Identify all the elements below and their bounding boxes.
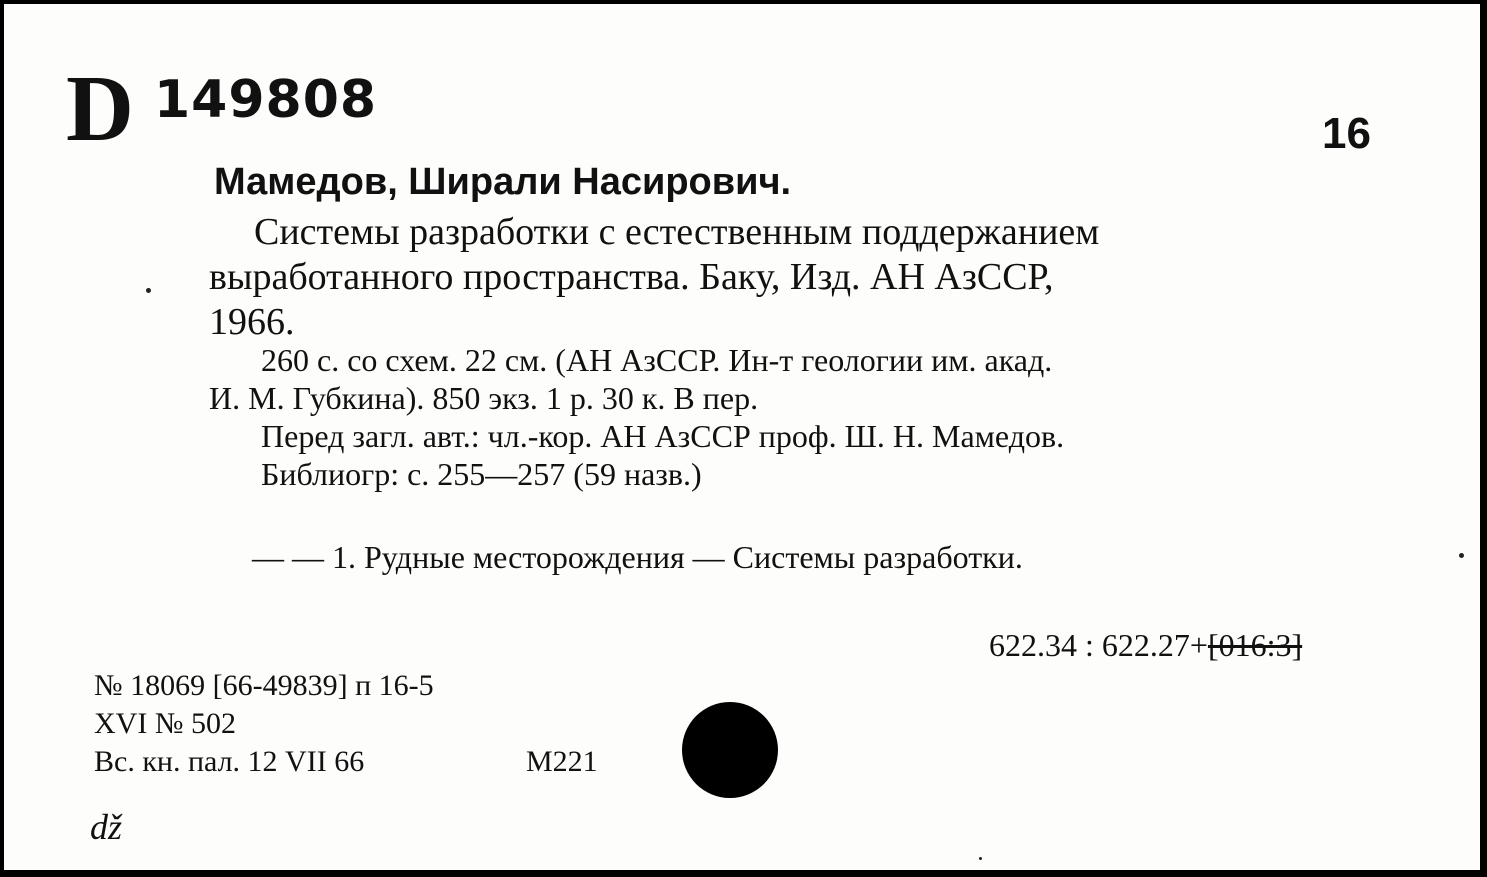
footer-line-1: № 18069 [66-49839] п 16-5 [94, 669, 434, 702]
punch-hole [682, 702, 778, 798]
speck-mark [146, 288, 151, 293]
subject-heading: — — 1. Рудные месторождения — Системы разработки. [252, 539, 1023, 575]
title-line-2: выработанного пространства. Баку, Изд. АН АзССР, [209, 256, 1054, 298]
footer-line-2: XVI № 502 [94, 707, 236, 740]
title-line-1: Системы разработки с естественным поддержанием [254, 211, 1100, 253]
collation-line-3: Перед загл. авт.: чл.-кор. АН АзССР проф. Ш. Н. Мамедов. [261, 418, 1065, 454]
collation-line-2: И. М. Губкина). 850 экз. 1 р. 30 к. В пер. [209, 380, 759, 416]
collation-line-4: Библиогр: с. 255—257 (59 назв.) [261, 456, 702, 492]
collation-line-1: 260 с. со схем. 22 см. (АН АзССР. Ин-т геологии им. акад. [261, 342, 1053, 378]
catalog-card [4, 4, 1484, 870]
stamp-letter: D [66, 57, 134, 161]
classification-code [989, 626, 1302, 664]
classification-struck: [016:3] [1207, 627, 1303, 663]
title-line-3: 1966. [209, 301, 295, 343]
handwritten-mark: ǆ [90, 807, 123, 847]
card-number: 16 [1322, 109, 1371, 158]
footer-line-3: Вс. кн. пал. 12 VII 66 [94, 745, 365, 778]
speck-mark [1459, 553, 1464, 558]
footer-code: М221 [526, 745, 598, 778]
author-heading: Мамедов, Ширали Насирович. [214, 161, 792, 203]
speck-mark [979, 857, 982, 860]
accession-number: 149808 [154, 70, 378, 130]
classification-main: 622.34 : 622.27+ [989, 627, 1208, 663]
